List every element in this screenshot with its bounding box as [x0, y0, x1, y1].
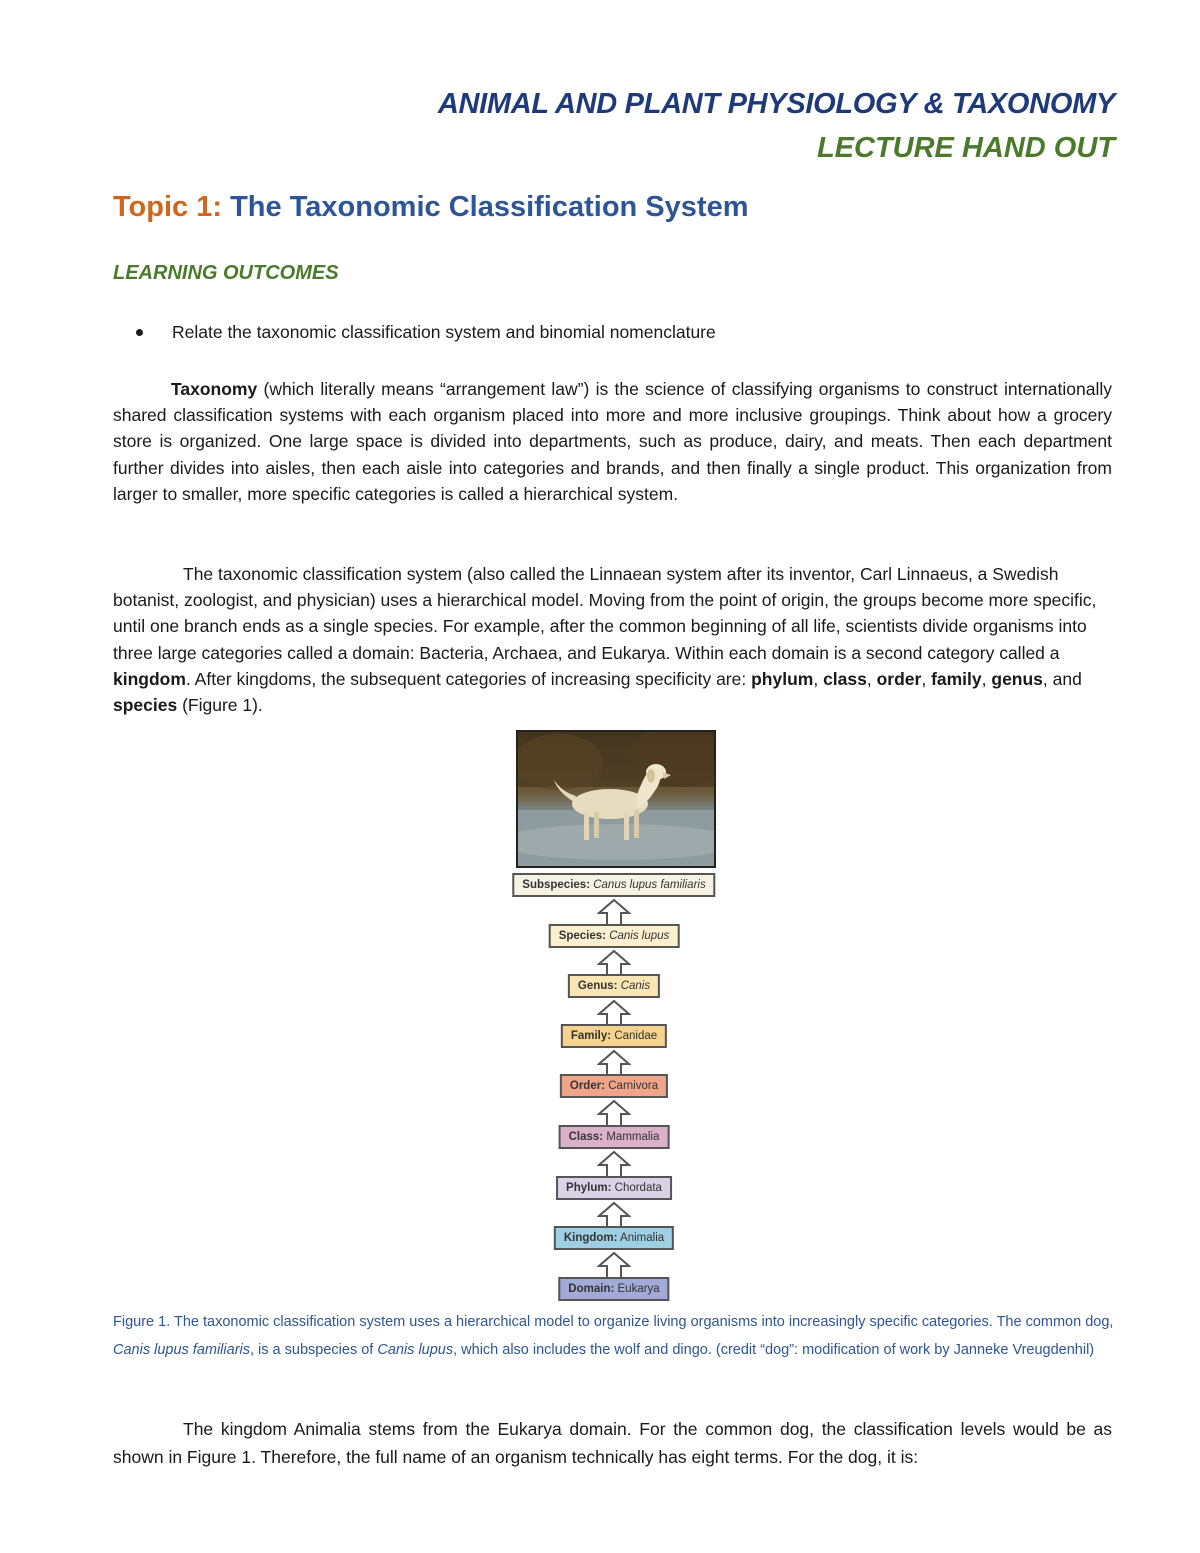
- term-order: order: [876, 668, 922, 689]
- paragraph-text: (Figure 1).: [177, 695, 263, 716]
- level-value: Eukarya: [617, 1283, 660, 1295]
- level-value: Mammalia: [606, 1131, 660, 1143]
- level-value: Carnivora: [608, 1080, 659, 1092]
- paragraph-animalia: [113, 1415, 1112, 1471]
- level-species: [549, 924, 680, 948]
- caption-species-name: Canis lupus familiaris: [113, 1342, 250, 1358]
- taxonomy-term: Taxonomy: [171, 379, 258, 399]
- caption-text: Figure 1. The taxonomic classification system uses a hierarchical model to organize living organisms into increasingly specific categories. The common dog,: [113, 1314, 1114, 1330]
- topic-number: Topic 1:: [113, 191, 223, 223]
- level-value: Chordata: [614, 1182, 662, 1194]
- level-domain: [558, 1277, 669, 1301]
- term-phylum: phylum: [751, 668, 814, 689]
- term-family: family: [931, 668, 982, 689]
- paragraph-text: . After kingdoms, the subsequent categories of increasing specificity are:: [185, 668, 752, 689]
- level-label: Kingdom:: [563, 1232, 618, 1244]
- level-phylum: [556, 1176, 672, 1200]
- level-label: Subspecies:: [522, 879, 591, 891]
- level-label: Class:: [568, 1131, 604, 1143]
- term-genus: genus: [991, 668, 1043, 689]
- caption-species-name: Canis lupus: [377, 1342, 454, 1358]
- topic-title: The Taxonomic Classification System: [230, 191, 749, 223]
- paragraph-text: The taxonomic classification system (also called the Linnaean system after its inventor, Carl Linnaeus, a Swedish botanist, zoologist, and physician) uses a hierarchical model. Moving from the point of origin, the groups become more specific, until one branch ends as a single species. For example, after the common beginning of all life, scientists divide organisms into three large categories called a domain: Bacteria, Archaea, and Eukarya. Within each domain is a second category called a: [113, 564, 1097, 663]
- level-value: Animalia: [620, 1232, 665, 1244]
- level-kingdom: [554, 1226, 674, 1250]
- level-label: Phylum:: [566, 1182, 612, 1194]
- course-title: ANIMAL AND PLANT PHYSIOLOGY & TAXONOMY: [437, 88, 1115, 120]
- separator: ,: [866, 668, 877, 689]
- level-genus: [568, 974, 660, 998]
- bullet-icon: [136, 329, 143, 336]
- term-class: class: [823, 668, 867, 689]
- term-kingdom: kingdom: [113, 668, 186, 689]
- level-family: [561, 1024, 667, 1048]
- separator: ,: [921, 668, 932, 689]
- paragraph-text: The kingdom Animalia stems from the Eukarya domain. For the common dog, the classification levels would be as shown in Figure 1. Therefore, the full name of an organism technically has eight terms. For the dog, it is:: [113, 1419, 1112, 1467]
- paragraph-classification: [113, 561, 1112, 718]
- separator: ,: [981, 668, 992, 689]
- topic-heading: [113, 191, 748, 224]
- caption-text: , which also includes the wolf and dingo. (credit “dog”: modification of work by Janneke Vreugdenhil): [453, 1342, 1095, 1358]
- level-label: Family:: [570, 1030, 612, 1042]
- level-label: Order:: [569, 1080, 606, 1092]
- level-order: [560, 1074, 668, 1098]
- level-class: [559, 1125, 670, 1149]
- paragraph-taxonomy: [113, 376, 1112, 507]
- handout-subtitle: LECTURE HAND OUT: [816, 132, 1115, 164]
- learning-outcome-text: Relate the taxonomic classification system and binomial nomenclature: [172, 322, 716, 342]
- figure-caption: [113, 1308, 1117, 1364]
- caption-text: , is a subspecies of: [250, 1342, 378, 1358]
- level-label: Genus:: [577, 980, 618, 992]
- level-value: Canis lupus: [609, 930, 670, 942]
- dog-photo-image: [518, 732, 714, 866]
- dog-photo: [516, 730, 716, 868]
- learning-outcomes-heading: LEARNING OUTCOMES: [113, 262, 339, 284]
- level-value: Canis: [620, 980, 651, 992]
- separator: , and: [1042, 668, 1082, 689]
- paragraph-text: (which literally means “arrangement law”) is the science of classifying organisms to construct internationally shared classification systems with each organism placed into more and more inclusive groupings. Think about how a grocery store is organized. One large space is divided into departments, such as produce, dairy, and meats. Then each department further divides into aisles, then each aisle into categories and brands, and then finally a single product. This organization from larger to smaller, more specific categories is called a hierarchical system.: [113, 379, 1112, 504]
- level-value: Canus lupus familiaris: [593, 879, 706, 891]
- separator: ,: [813, 668, 824, 689]
- level-value: Canidae: [614, 1030, 658, 1042]
- level-label: Species:: [558, 930, 607, 942]
- level-subspecies: [512, 873, 715, 897]
- term-species: species: [113, 695, 178, 716]
- level-label: Domain:: [568, 1283, 615, 1295]
